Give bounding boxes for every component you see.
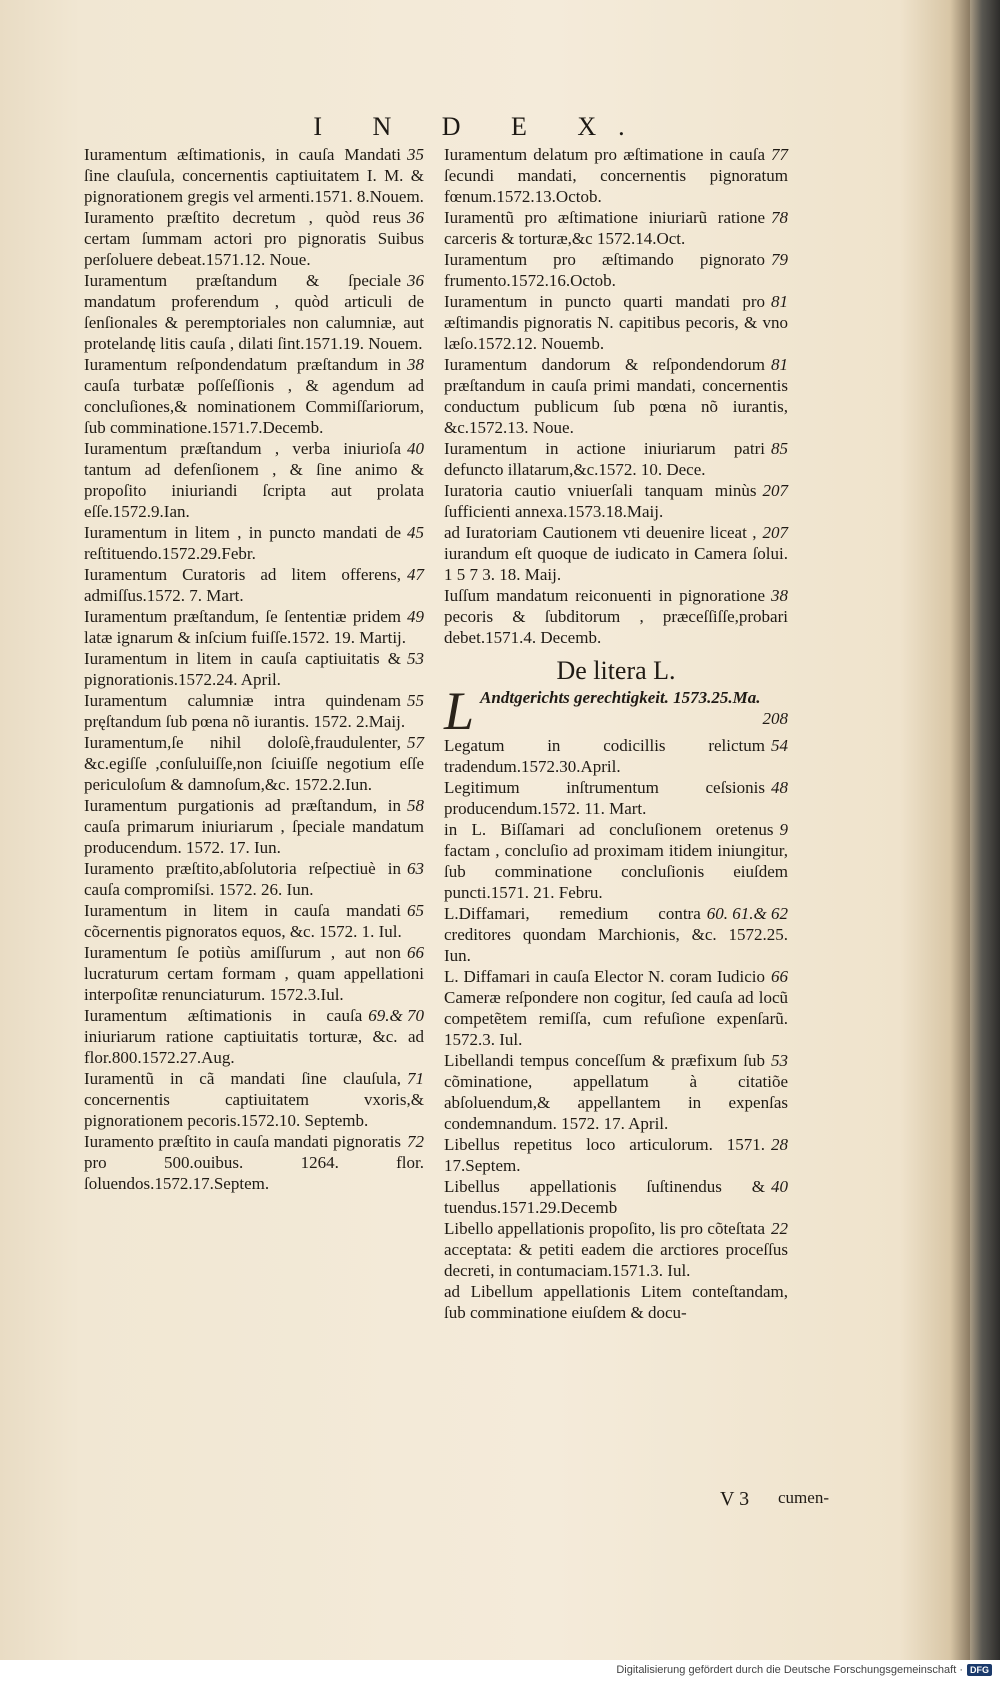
index-entry [444, 966, 788, 1050]
entry-page-ref: 66 [771, 967, 788, 986]
dfg-logo: DFG [967, 1664, 992, 1676]
index-entry [444, 1281, 788, 1323]
entry-page-ref: 35 [407, 145, 424, 164]
index-entry [84, 522, 424, 564]
entry-page-ref: 60. 61.& 62 [706, 904, 788, 923]
entry-text: Legatum in codicillis relictum tradendum.1572.30.April. [444, 736, 765, 776]
entry-page-ref: 54 [771, 736, 788, 755]
entry-text: Iuramentum in puncto quarti mandati pro æſtimandis pignoratis N. capitibus pecoris, & vno læſo.1572.12. Nouemb. [444, 292, 788, 353]
index-entry [444, 291, 788, 354]
index-entry [84, 144, 424, 207]
index-entry [84, 942, 424, 1005]
entry-page-ref: 22 [771, 1219, 788, 1238]
entry-text: Iuramentum in litem in cauſa mandati cõcernentis pignoratos equos, &c. 1572. 1. Iul. [84, 901, 402, 941]
entry-page-ref: 47 [407, 565, 424, 584]
index-entry [84, 900, 424, 942]
entry-page-ref: 208 [762, 709, 788, 728]
entry-text: Iuramentum æſtimationis in cauſa iniuriarum ratione captiuitatis torturæ, &c. ad flor.800.1572.27.Aug. [84, 1006, 424, 1067]
entry-page-ref: 28 [771, 1135, 788, 1154]
entry-text: Iuramentum,ſe nihil doloſè,fraudulenter, &c.egiſſe ,conſuluiſſe,non ſciuiſſe negotium eſſe periculoſum & damnoſum,&c. 1572.2.Iun. [84, 733, 424, 794]
entry-text: L.Diffamari, remedium contra creditores quondam Marchionis, &c. 1572.25. Iun. [444, 904, 788, 965]
index-entry [444, 1218, 788, 1281]
entry-text: Andtgerichts gerechtigkeit. 1573.25.Ma. [480, 688, 761, 707]
index-entry [84, 354, 424, 438]
entry-text: Iuramentum præſtandum, ſe ſententiæ pridem latæ ignarum & inſcium fuiſſe.1572. 19. Martij. [84, 607, 407, 647]
entry-text: Iuramentum æſtimationis, in cauſa Mandati ſine clauſula, concernentis captiuitatem I. M. & pignorationem gregis vel armenti.1571. 8.Nouem. [84, 145, 424, 206]
entry-page-ref: 48 [771, 778, 788, 797]
entry-page-ref: 49 [407, 607, 424, 626]
index-entry [84, 207, 424, 270]
entry-page-ref: 79 [771, 250, 788, 269]
entry-page-ref: 81 [771, 292, 788, 311]
entry-page-ref: 36 [407, 271, 424, 290]
entry-page-ref: 40 [407, 439, 424, 458]
entry-text: Iuramentum reſpondendatum præſtandum in cauſa turbatæ poſſeſſionis , & agendum ad concluſiones,& nominationem Commiſſariorum, ſub comminatione.1571.7.Decemb. [84, 355, 424, 437]
entry-text: Iuramentum pro æſtimando pignorato frumento.1572.16.Octob. [444, 250, 765, 290]
entry-text: ad Iuratoriam Cautionem vti deuenire liceat , iurandum eſt quoque de iudicato in Camera ſolui. 1 5 7 3. 18. Maij. [444, 523, 788, 584]
entry-page-ref: 65 [407, 901, 424, 920]
entry-text: Iuramentum calumniæ intra quindenam pręſtandum ſub pœna nõ iurantis. 1572. 2.Maij. [84, 691, 406, 731]
index-entry [84, 732, 424, 795]
entry-text: in L. Biſſamari ad concluſionem oretenus factam , concluſio ad proximam itidem iniungitur, ſub comminatione concluſionis eiuſdem puncti.1571. 21. Febru. [444, 820, 788, 902]
entry-text: Iuramentum Curatoris ad litem offerens, admiſſus.1572. 7. Mart. [84, 565, 401, 605]
entry-text: L. Diffamari in cauſa Elector N. coram Iudicio Cameræ reſpondere non cogitur, ſed cauſa ad locũ competẽtem remiſſa, cum refuſione expenſarũ. 1572.3. Iul. [444, 967, 788, 1049]
entry-page-ref: 53 [771, 1051, 788, 1070]
entry-text: Iuratoria cautio vniuerſali tanquam minùs ſufficienti annexa.1573.18.Maij. [444, 481, 757, 521]
entry-page-ref: 71 [407, 1069, 424, 1088]
entry-text: Iuramentum in actione iniuriarum patri defuncto illatarum,&c.1572. 10. Dece. [444, 439, 765, 479]
entry-text: Iuramento præſtito,abſolutoria reſpectiuè in cauſa compromiſsi. 1572. 26. Iun. [84, 859, 401, 899]
entry-text: Iuramentum præſtandum , verba iniurioſa tantum ad defenſionem , & ſine animo & propoſito iniuriandi ſcripta aut prolata eſſe.1572.9.Ian. [84, 439, 424, 521]
section-heading: De litera L. [556, 656, 676, 685]
entry-text: Libello appellationis propoſito, lis pro cõteſtata acceptata: & petiti eadem die arctiores proceſſus decreti, in contumaciam.1571.3. Iul. [444, 1219, 788, 1280]
entry-text: Iuramentum ſe potiùs amiſſurum , aut non lucraturum certam formam , quam appellationi interpoſitæ renunciaturum. 1572.3.Iul. [84, 943, 424, 1004]
entry-page-ref: 9 [779, 820, 788, 839]
index-entry [444, 819, 788, 903]
index-entry [444, 144, 788, 207]
entry-text: Iuramentũ in cã mandati ſine clauſula, concernentis captiuitatem vxoris,& pignorationem pecoris.1572.10. Septemb. [84, 1069, 424, 1130]
entry-text: Iuramentum in litem , in puncto mandati de reſtituendo.1572.29.Febr. [84, 523, 401, 563]
entry-page-ref: 58 [407, 796, 424, 815]
index-entry [444, 249, 788, 291]
entry-text: Libellus repetitus loco articulorum. 1571. 17.Septem. [444, 1135, 765, 1175]
catchword: cumen- [778, 1488, 829, 1507]
index-entry [444, 735, 788, 777]
index-entry [444, 903, 788, 966]
page-header: I N D E X. [313, 112, 647, 141]
index-entry [444, 777, 788, 819]
entry-page-ref: 36 [407, 208, 424, 227]
entry-page-ref: 40 [771, 1177, 788, 1196]
entry-page-ref: 66 [407, 943, 424, 962]
credit-text: Digitalisierung gefördert durch die Deutsche Forschungsgemeinschaft · [616, 1664, 963, 1676]
entry-text: Iuramentum delatum pro æſtimatione in cauſa ſecundi mandati, concernentis pignoratum fœnum.1572.13.Octob. [444, 145, 788, 206]
entry-page-ref: 69.& 70 [368, 1006, 424, 1025]
index-entry [444, 207, 788, 249]
entry-page-ref: 38 [771, 586, 788, 605]
right-column [444, 144, 788, 1323]
index-entry [84, 1131, 424, 1194]
dropcap-letter: L [444, 681, 475, 741]
entry-page-ref: 57 [407, 733, 424, 752]
entry-text: Iuramentum dandorum & reſpondendorum præſtandum in cauſa primi mandati, concernentis conductum publicum ſub pœna nõ iurantis, &c.1572.13. Noue. [444, 355, 788, 437]
entry-page-ref: 38 [407, 355, 424, 374]
entry-page-ref: 55 [407, 691, 424, 710]
entry-text: ad Libellum appellationis Litem conteſtandam, ſub comminatione eiuſdem & docu- [444, 1282, 788, 1322]
entry-text: Iuramentũ pro æſtimatione iniuriarũ ratione carceris & torturæ,&c 1572.14.Oct. [444, 208, 765, 248]
section-first-entry [444, 681, 788, 741]
index-entry [84, 564, 424, 606]
entry-text: Iuramento præſtito decretum , quòd reus certam ſummam actori pro pignoratis Suibus perſoluere debeat.1571.12. Noue. [84, 208, 424, 269]
entry-text: Iuſſum mandatum reiconuenti in pignoratione pecoris & ſubditorum , præceſſiſſe,probari debet.1571.4. Decemb. [444, 586, 788, 647]
entry-page-ref: 72 [407, 1132, 424, 1151]
index-entry [84, 795, 424, 858]
entry-page-ref: 53 [407, 649, 424, 668]
entry-page-ref: 81 [771, 355, 788, 374]
entry-page-ref: 77 [771, 145, 788, 164]
entry-text: Libellandi tempus conceſſum & præfixum ſub cõminatione, appellatum à citatiõe abſoluendum,& appellantem in expenſas condemnandum. 1572. 17. April. [444, 1051, 788, 1133]
entry-text: Iuramentum in litem in cauſa captiuitatis & pignorationis.1572.24. April. [84, 649, 401, 689]
entry-page-ref: 207 [762, 481, 788, 500]
entry-text: Legitimum inſtrumentum ceſsionis producendum.1572. 11. Mart. [444, 778, 765, 818]
index-entry [444, 480, 788, 522]
index-entry [84, 270, 424, 354]
entry-text: Iuramento præſtito in cauſa mandati pignoratis pro 500.ouibus. 1264. flor. ſoluendos.1572.17.Septem. [84, 1132, 424, 1193]
index-entry [444, 1134, 788, 1176]
index-entry [444, 1176, 788, 1218]
index-entry [84, 438, 424, 522]
index-entry [84, 1005, 424, 1068]
index-entry [84, 606, 424, 648]
book-spine [970, 0, 1000, 1660]
index-entry [444, 354, 788, 438]
index-entry [84, 1068, 424, 1131]
index-entry [84, 690, 424, 732]
entry-text: Iuramentum purgationis ad præſtandum, in cauſa primarum iniuriarum , ſpeciale mandatum producendum. 1572. 17. Iun. [84, 796, 424, 857]
signature-mark: V 3 [720, 1488, 750, 1510]
left-column [84, 144, 424, 1194]
index-entry [444, 438, 788, 480]
entry-page-ref: 78 [771, 208, 788, 227]
entry-page-ref: 63 [407, 859, 424, 878]
entry-page-ref: 45 [407, 523, 424, 542]
entry-text: Iuramentum præſtandum & ſpeciale mandatum proferendum , quòd articuli de ſenſionales & peremptoriales non calumniæ, aut protelandę litis cauſa , dilati ſint.1571.19. Nouem. [84, 271, 424, 353]
index-entry [84, 648, 424, 690]
index-entry [444, 585, 788, 648]
entry-page-ref: 85 [771, 439, 788, 458]
entry-page-ref: 207 [762, 523, 788, 542]
entry-text: Libellus appellationis ſuſtinendus & tuendus.1571.29.Decemb [444, 1177, 765, 1217]
index-entry [444, 1050, 788, 1134]
digitization-credit [616, 1664, 992, 1676]
index-entry [444, 522, 788, 585]
index-entry [84, 858, 424, 900]
